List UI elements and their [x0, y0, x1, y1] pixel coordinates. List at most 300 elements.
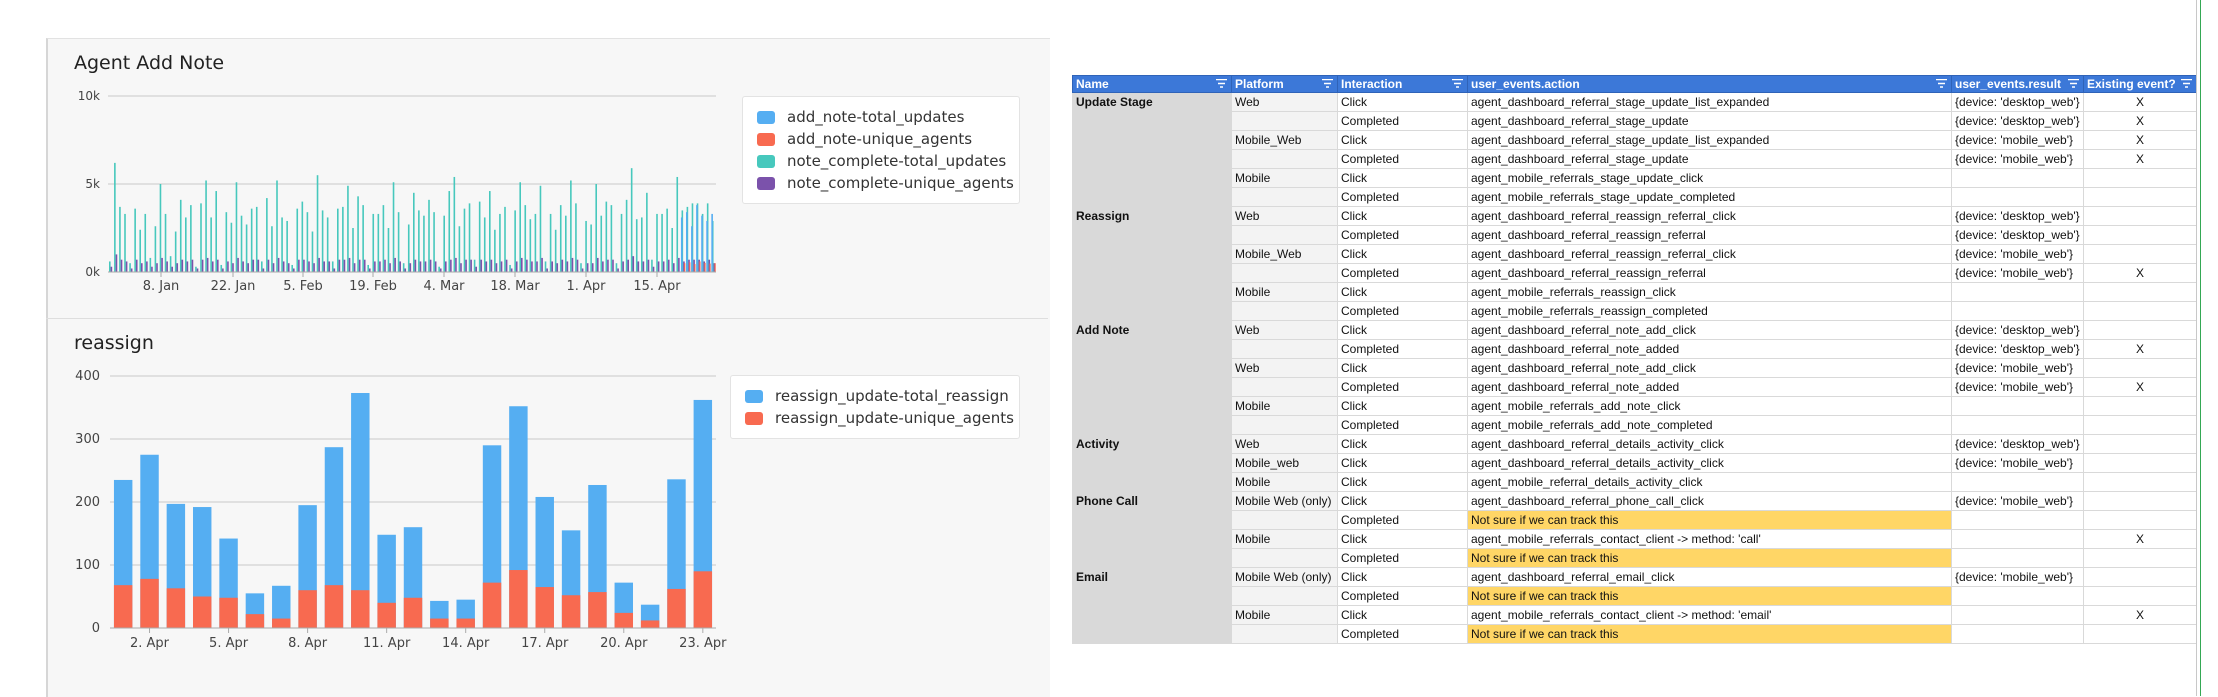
- existing-event-cell[interactable]: [2084, 454, 2197, 473]
- bar-note-complete-unique: [313, 263, 315, 272]
- bar-note-complete-unique: [394, 258, 396, 272]
- name-cell[interactable]: [1073, 169, 1232, 188]
- interaction-cell[interactable]: Completed: [1338, 625, 1468, 644]
- bar-unique-agents[interactable]: [114, 585, 132, 628]
- interaction-cell[interactable]: Click: [1338, 283, 1468, 302]
- interaction-cell[interactable]: Click: [1338, 93, 1468, 112]
- bar-note-complete-total: [393, 182, 395, 272]
- bar-unique-agents[interactable]: [351, 590, 369, 628]
- bar-note-complete-unique: [374, 261, 376, 272]
- interaction-cell[interactable]: Click: [1338, 207, 1468, 226]
- interaction-cell[interactable]: Click: [1338, 245, 1468, 264]
- platform-cell[interactable]: [1232, 587, 1338, 606]
- interaction-cell[interactable]: Completed: [1338, 302, 1468, 321]
- existing-event-cell[interactable]: [2084, 245, 2197, 264]
- bar-unique-agents[interactable]: [404, 598, 422, 628]
- name-cell[interactable]: Reassign: [1073, 207, 1232, 226]
- y-tick-label: 200: [75, 495, 100, 510]
- platform-cell[interactable]: Web: [1232, 321, 1338, 340]
- action-cell[interactable]: agent_mobile_referrals_reassign_completed: [1468, 302, 1952, 321]
- interaction-cell[interactable]: Completed: [1338, 416, 1468, 435]
- legend-agent-add-note: [742, 96, 1020, 204]
- interaction-cell[interactable]: Completed: [1338, 340, 1468, 359]
- bar-unique-agents[interactable]: [430, 619, 448, 628]
- existing-event-cell[interactable]: [2084, 226, 2197, 245]
- bar-note-complete-total: [555, 230, 557, 272]
- platform-cell[interactable]: [1232, 416, 1338, 435]
- interaction-cell[interactable]: Click: [1338, 492, 1468, 511]
- filter-icon[interactable]: [1452, 79, 1463, 88]
- interaction-cell[interactable]: Completed: [1338, 264, 1468, 283]
- existing-event-cell[interactable]: [2084, 435, 2197, 454]
- bar-note-complete-unique: [197, 268, 199, 272]
- action-cell[interactable]: agent_dashboard_referral_reassign_referral: [1468, 226, 1952, 245]
- result-cell[interactable]: [1952, 397, 2084, 416]
- action-cell[interactable]: Not sure if we can track this: [1468, 511, 1952, 530]
- result-cell[interactable]: [1952, 283, 2084, 302]
- action-cell[interactable]: agent_dashboard_referral_details_activity_click: [1468, 435, 1952, 454]
- bar-note-complete-total: [580, 263, 582, 272]
- name-cell[interactable]: Email: [1073, 568, 1232, 587]
- bar-unique-agents[interactable]: [325, 585, 343, 628]
- action-cell[interactable]: agent_dashboard_referral_reassign_referral_click: [1468, 245, 1952, 264]
- bar-unique-agents[interactable]: [456, 619, 474, 628]
- result-cell[interactable]: {device: 'desktop_web'}: [1952, 340, 2084, 359]
- platform-cell[interactable]: Mobile: [1232, 169, 1338, 188]
- name-cell[interactable]: [1073, 606, 1232, 625]
- action-cell[interactable]: agent_dashboard_referral_email_click: [1468, 568, 1952, 587]
- name-cell[interactable]: [1073, 340, 1232, 359]
- bar-note-complete-total: [575, 203, 577, 272]
- name-cell[interactable]: [1073, 530, 1232, 549]
- name-cell[interactable]: [1073, 416, 1232, 435]
- bar-add-note-total: [686, 212, 688, 272]
- filter-icon[interactable]: [2181, 79, 2192, 88]
- name-cell[interactable]: [1073, 511, 1232, 530]
- header-label: Platform: [1235, 77, 1284, 91]
- platform-cell[interactable]: [1232, 340, 1338, 359]
- result-cell[interactable]: [1952, 188, 2084, 207]
- platform-cell[interactable]: Web: [1232, 435, 1338, 454]
- interaction-cell[interactable]: Completed: [1338, 112, 1468, 131]
- bar-unique-agents[interactable]: [615, 613, 633, 628]
- legend-item[interactable]: [757, 107, 964, 127]
- result-cell[interactable]: {device: 'mobile_web'}: [1952, 378, 2084, 397]
- platform-cell[interactable]: Mobile: [1232, 283, 1338, 302]
- result-cell[interactable]: {device: 'mobile_web'}: [1952, 492, 2084, 511]
- bar-note-complete-unique: [607, 260, 609, 272]
- bar-note-complete-total: [352, 228, 354, 272]
- bar-note-complete-unique: [222, 268, 224, 272]
- bar-note-complete-total: [215, 191, 217, 272]
- bar-unique-agents[interactable]: [562, 595, 580, 628]
- action-cell[interactable]: agent_dashboard_referral_note_added: [1468, 340, 1952, 359]
- bar-unique-agents[interactable]: [588, 592, 606, 628]
- legend-item[interactable]: [757, 173, 1014, 193]
- platform-cell[interactable]: [1232, 226, 1338, 245]
- filter-icon[interactable]: [1216, 79, 1227, 88]
- bar-unique-agents[interactable]: [246, 614, 264, 628]
- bar-unique-agents[interactable]: [298, 590, 316, 628]
- bar-unique-agents[interactable]: [641, 620, 659, 628]
- name-cell[interactable]: Add Note: [1073, 321, 1232, 340]
- legend-label: note_complete-unique_agents: [787, 174, 1014, 192]
- name-cell[interactable]: [1073, 131, 1232, 150]
- bar-note-complete-total: [454, 177, 456, 272]
- result-cell[interactable]: [1952, 587, 2084, 606]
- result-cell[interactable]: [1952, 530, 2084, 549]
- action-cell[interactable]: agent_dashboard_referral_note_add_click: [1468, 321, 1952, 340]
- result-cell[interactable]: {device: 'mobile_web'}: [1952, 131, 2084, 150]
- legend-item[interactable]: [745, 386, 1009, 406]
- action-cell[interactable]: agent_mobile_referrals_stage_update_completed: [1468, 188, 1952, 207]
- action-cell[interactable]: agent_dashboard_referral_details_activity_click: [1468, 454, 1952, 473]
- action-cell[interactable]: agent_mobile_referrals_reassign_click: [1468, 283, 1952, 302]
- action-cell[interactable]: agent_dashboard_referral_reassign_referral: [1468, 264, 1952, 283]
- result-cell[interactable]: [1952, 473, 2084, 492]
- platform-cell[interactable]: [1232, 264, 1338, 283]
- interaction-cell[interactable]: Completed: [1338, 511, 1468, 530]
- bar-note-complete-unique: [252, 260, 254, 272]
- result-cell[interactable]: {device: 'desktop_web'}: [1952, 435, 2084, 454]
- result-cell[interactable]: {device: 'mobile_web'}: [1952, 359, 2084, 378]
- filter-icon[interactable]: [2068, 79, 2079, 88]
- bar-add-note-total: [691, 226, 693, 272]
- bar-note-complete-total: [266, 198, 268, 272]
- existing-event-cell[interactable]: X: [2084, 378, 2197, 397]
- bar-note-complete-unique: [536, 261, 538, 272]
- interaction-cell[interactable]: Click: [1338, 435, 1468, 454]
- bar-note-complete-total: [347, 186, 349, 272]
- bar-note-complete-total: [636, 219, 638, 272]
- platform-cell[interactable]: Mobile: [1232, 473, 1338, 492]
- x-tick-label: 4. Mar: [423, 279, 465, 294]
- legend-item[interactable]: [757, 129, 972, 149]
- bar-note-complete-unique: [486, 261, 488, 272]
- filter-icon[interactable]: [1936, 79, 1947, 88]
- bar-unique-agents[interactable]: [509, 570, 527, 628]
- interaction-cell[interactable]: Click: [1338, 454, 1468, 473]
- interaction-cell[interactable]: Completed: [1338, 188, 1468, 207]
- name-cell[interactable]: Activity: [1073, 435, 1232, 454]
- existing-event-cell[interactable]: [2084, 549, 2197, 568]
- name-cell[interactable]: [1073, 549, 1232, 568]
- bar-note-complete-unique: [334, 268, 336, 272]
- platform-cell[interactable]: Web: [1232, 207, 1338, 226]
- platform-cell[interactable]: Mobile: [1232, 606, 1338, 625]
- existing-event-cell[interactable]: [2084, 207, 2197, 226]
- interaction-cell[interactable]: Click: [1338, 473, 1468, 492]
- action-cell[interactable]: agent_dashboard_referral_stage_update: [1468, 112, 1952, 131]
- bar-note-complete-unique: [592, 263, 594, 272]
- bar-note-complete-total: [626, 200, 628, 272]
- bar-note-complete-unique: [328, 261, 330, 272]
- interaction-cell[interactable]: Click: [1338, 169, 1468, 188]
- result-cell[interactable]: {device: 'desktop_web'}: [1952, 93, 2084, 112]
- bar-note-complete-unique: [369, 268, 371, 272]
- name-cell[interactable]: [1073, 188, 1232, 207]
- legend-item[interactable]: [745, 408, 1014, 428]
- table-row: [1073, 397, 2197, 416]
- bar-note-complete-total: [296, 209, 298, 272]
- bar-note-complete-unique: [146, 261, 148, 272]
- name-cell[interactable]: [1073, 625, 1232, 644]
- bar-unique-agents[interactable]: [193, 597, 211, 629]
- bar-note-complete-unique: [597, 258, 599, 272]
- bar-unique-agents[interactable]: [694, 571, 712, 628]
- bar-note-complete-total: [271, 226, 273, 272]
- bar-note-complete-unique: [617, 268, 619, 272]
- bar-note-complete-total: [210, 217, 212, 272]
- platform-cell[interactable]: Mobile_Web: [1232, 131, 1338, 150]
- bar-note-complete-total: [190, 205, 192, 272]
- result-cell[interactable]: {device: 'desktop_web'}: [1952, 321, 2084, 340]
- y-tick-label: 100: [75, 558, 100, 573]
- result-cell[interactable]: [1952, 625, 2084, 644]
- filter-icon[interactable]: [1322, 79, 1333, 88]
- existing-event-cell[interactable]: [2084, 625, 2197, 644]
- bar-note-complete-total: [423, 216, 425, 272]
- existing-event-cell[interactable]: [2084, 188, 2197, 207]
- bar-unique-agents[interactable]: [272, 619, 290, 628]
- header-result[interactable]: [1952, 76, 2084, 93]
- platform-cell[interactable]: Mobile Web (only): [1232, 568, 1338, 587]
- bar-note-complete-total: [484, 217, 486, 272]
- existing-event-cell[interactable]: X: [2084, 264, 2197, 283]
- existing-event-cell[interactable]: [2084, 283, 2197, 302]
- bar-note-complete-unique: [612, 260, 614, 272]
- existing-event-cell[interactable]: [2084, 492, 2197, 511]
- bar-unique-agents[interactable]: [483, 583, 501, 628]
- existing-event-cell[interactable]: X: [2084, 150, 2197, 169]
- platform-cell[interactable]: Mobile Web (only): [1232, 492, 1338, 511]
- existing-event-cell[interactable]: X: [2084, 112, 2197, 131]
- x-tick-label: 20. Apr: [600, 636, 648, 651]
- interaction-cell[interactable]: Click: [1338, 568, 1468, 587]
- legend-label: reassign_update-unique_agents: [775, 409, 1014, 427]
- legend-swatch: [757, 155, 775, 168]
- bar-unique-agents[interactable]: [667, 589, 685, 628]
- result-cell[interactable]: {device: 'desktop_web'}: [1952, 226, 2084, 245]
- name-cell[interactable]: Update Stage: [1073, 93, 1232, 112]
- table-row: [1073, 530, 2197, 549]
- interaction-cell[interactable]: Click: [1338, 397, 1468, 416]
- table-row: [1073, 473, 2197, 492]
- name-cell[interactable]: [1073, 245, 1232, 264]
- name-cell[interactable]: [1073, 150, 1232, 169]
- bar-note-complete-unique: [480, 260, 482, 272]
- name-cell[interactable]: [1073, 397, 1232, 416]
- bar-note-complete-total: [443, 216, 445, 272]
- bar-unique-agents[interactable]: [167, 588, 185, 628]
- name-cell[interactable]: [1073, 302, 1232, 321]
- existing-event-cell[interactable]: [2084, 568, 2197, 587]
- existing-event-cell[interactable]: X: [2084, 131, 2197, 150]
- result-cell[interactable]: [1952, 416, 2084, 435]
- action-cell[interactable]: agent_mobile_referrals_contact_client -> method: 'call': [1468, 530, 1952, 549]
- interaction-cell[interactable]: Completed: [1338, 549, 1468, 568]
- platform-cell[interactable]: Web: [1232, 93, 1338, 112]
- bar-note-complete-unique: [192, 260, 194, 272]
- table-row: [1073, 283, 2197, 302]
- header-name[interactable]: [1073, 76, 1232, 93]
- interaction-cell[interactable]: Completed: [1338, 150, 1468, 169]
- bar-note-complete-unique: [283, 261, 285, 272]
- action-cell[interactable]: Not sure if we can track this: [1468, 549, 1952, 568]
- existing-event-cell[interactable]: [2084, 302, 2197, 321]
- interaction-cell[interactable]: Completed: [1338, 226, 1468, 245]
- bar-note-complete-unique: [227, 261, 229, 272]
- existing-event-cell[interactable]: [2084, 416, 2197, 435]
- existing-event-cell[interactable]: [2084, 473, 2197, 492]
- result-cell[interactable]: [1952, 511, 2084, 530]
- result-cell[interactable]: [1952, 302, 2084, 321]
- result-cell[interactable]: [1952, 606, 2084, 625]
- action-cell[interactable]: agent_mobile_referral_details_activity_click: [1468, 473, 1952, 492]
- result-cell[interactable]: [1952, 549, 2084, 568]
- interaction-cell[interactable]: Click: [1338, 606, 1468, 625]
- legend-swatch: [745, 390, 763, 403]
- existing-event-cell[interactable]: [2084, 321, 2197, 340]
- name-cell[interactable]: [1073, 226, 1232, 245]
- legend-label: add_note-total_updates: [787, 108, 965, 126]
- existing-event-cell[interactable]: [2084, 587, 2197, 606]
- name-cell[interactable]: [1073, 473, 1232, 492]
- action-cell[interactable]: agent_dashboard_referral_stage_update_list_expanded: [1468, 93, 1952, 112]
- result-cell[interactable]: {device: 'mobile_web'}: [1952, 568, 2084, 587]
- x-tick-label: 1. Apr: [566, 279, 606, 294]
- existing-event-cell[interactable]: X: [2084, 93, 2197, 112]
- name-cell[interactable]: [1073, 112, 1232, 131]
- action-cell[interactable]: agent_mobile_referrals_add_note_click: [1468, 397, 1952, 416]
- bar-note-complete-total: [524, 205, 526, 272]
- bar-note-complete-total: [570, 180, 572, 272]
- bar-note-complete-total: [312, 232, 314, 272]
- existing-event-cell[interactable]: X: [2084, 530, 2197, 549]
- platform-cell[interactable]: Mobile: [1232, 530, 1338, 549]
- name-cell[interactable]: [1073, 378, 1232, 397]
- platform-cell[interactable]: Mobile_web: [1232, 454, 1338, 473]
- platform-cell[interactable]: [1232, 302, 1338, 321]
- name-cell[interactable]: [1073, 283, 1232, 302]
- action-cell[interactable]: agent_mobile_referrals_contact_client -> method: 'email': [1468, 606, 1952, 625]
- name-cell[interactable]: [1073, 454, 1232, 473]
- action-cell[interactable]: agent_mobile_referrals_stage_update_click: [1468, 169, 1952, 188]
- name-cell[interactable]: [1073, 587, 1232, 606]
- bar-unique-agents[interactable]: [536, 587, 554, 628]
- bar-note-complete-total: [550, 214, 552, 272]
- bar-note-complete-total: [383, 205, 385, 272]
- bar-note-complete-unique: [364, 260, 366, 272]
- name-cell[interactable]: [1073, 359, 1232, 378]
- bar-note-complete-unique: [232, 263, 234, 272]
- platform-cell[interactable]: [1232, 549, 1338, 568]
- platform-cell[interactable]: Mobile: [1232, 397, 1338, 416]
- result-cell[interactable]: [1952, 169, 2084, 188]
- bar-note-complete-unique: [217, 260, 219, 272]
- result-cell[interactable]: {device: 'desktop_web'}: [1952, 112, 2084, 131]
- bar-note-complete-unique: [389, 263, 391, 272]
- result-cell[interactable]: {device: 'mobile_web'}: [1952, 264, 2084, 283]
- action-cell[interactable]: agent_dashboard_referral_note_added: [1468, 378, 1952, 397]
- platform-cell[interactable]: [1232, 112, 1338, 131]
- bar-note-complete-unique: [506, 260, 508, 272]
- bar-note-complete-unique: [293, 268, 295, 272]
- bar-unique-agents[interactable]: [219, 598, 237, 628]
- platform-cell[interactable]: [1232, 625, 1338, 644]
- bar-note-complete-total: [241, 216, 243, 272]
- bar-note-complete-total: [671, 228, 673, 272]
- action-cell[interactable]: agent_dashboard_referral_stage_update: [1468, 150, 1952, 169]
- name-cell[interactable]: Phone Call: [1073, 492, 1232, 511]
- platform-cell[interactable]: Web: [1232, 359, 1338, 378]
- action-cell[interactable]: agent_dashboard_referral_phone_call_click: [1468, 492, 1952, 511]
- bar-note-complete-total: [220, 265, 222, 272]
- action-cell[interactable]: agent_dashboard_referral_reassign_referral_click: [1468, 207, 1952, 226]
- legend-swatch: [757, 177, 775, 190]
- platform-cell[interactable]: [1232, 150, 1338, 169]
- existing-event-cell[interactable]: [2084, 511, 2197, 530]
- name-cell[interactable]: [1073, 264, 1232, 283]
- interaction-cell[interactable]: Click: [1338, 131, 1468, 150]
- interaction-cell[interactable]: Completed: [1338, 587, 1468, 606]
- bar-note-complete-total: [499, 214, 501, 272]
- result-cell[interactable]: {device: 'mobile_web'}: [1952, 150, 2084, 169]
- existing-event-cell[interactable]: X: [2084, 606, 2197, 625]
- action-cell[interactable]: agent_mobile_referrals_add_note_completed: [1468, 416, 1952, 435]
- bar-note-complete-total: [165, 214, 167, 272]
- existing-event-cell[interactable]: [2084, 359, 2197, 378]
- interaction-cell[interactable]: Click: [1338, 321, 1468, 340]
- existing-event-cell[interactable]: X: [2084, 340, 2197, 359]
- legend-item[interactable]: [757, 151, 1006, 171]
- interaction-cell[interactable]: Click: [1338, 530, 1468, 549]
- bar-note-complete-total: [195, 267, 197, 272]
- x-tick-label: 5. Apr: [209, 636, 249, 651]
- existing-event-cell[interactable]: [2084, 397, 2197, 416]
- action-cell[interactable]: agent_dashboard_referral_stage_update_list_expanded: [1468, 131, 1952, 150]
- platform-cell[interactable]: Mobile_Web: [1232, 245, 1338, 264]
- existing-event-cell[interactable]: [2084, 169, 2197, 188]
- platform-cell[interactable]: [1232, 378, 1338, 397]
- interaction-cell[interactable]: Click: [1338, 359, 1468, 378]
- platform-cell[interactable]: [1232, 188, 1338, 207]
- result-cell[interactable]: {device: 'mobile_web'}: [1952, 245, 2084, 264]
- legend-swatch: [745, 412, 763, 425]
- bar-note-complete-total: [600, 216, 602, 272]
- bar-unique-agents[interactable]: [140, 579, 158, 628]
- header-row: [1073, 76, 2197, 93]
- action-cell[interactable]: agent_dashboard_referral_note_add_click: [1468, 359, 1952, 378]
- action-cell[interactable]: Not sure if we can track this: [1468, 625, 1952, 644]
- header-action[interactable]: [1468, 76, 1952, 93]
- bar-note-complete-total: [438, 267, 440, 272]
- header-platform[interactable]: [1232, 76, 1338, 93]
- interaction-cell[interactable]: Completed: [1338, 378, 1468, 397]
- bar-note-complete-total: [621, 214, 623, 272]
- x-tick-label: 11. Apr: [363, 636, 411, 651]
- bar-note-complete-total: [403, 263, 405, 272]
- bar-unique-agents[interactable]: [377, 603, 395, 628]
- header-interaction[interactable]: [1338, 76, 1468, 93]
- bar-note-complete-total: [509, 265, 511, 272]
- result-cell[interactable]: {device: 'mobile_web'}: [1952, 454, 2084, 473]
- header-existing[interactable]: [2084, 76, 2197, 93]
- platform-cell[interactable]: [1232, 511, 1338, 530]
- result-cell[interactable]: {device: 'desktop_web'}: [1952, 207, 2084, 226]
- action-cell[interactable]: Not sure if we can track this: [1468, 587, 1952, 606]
- bar-note-complete-total: [175, 232, 177, 272]
